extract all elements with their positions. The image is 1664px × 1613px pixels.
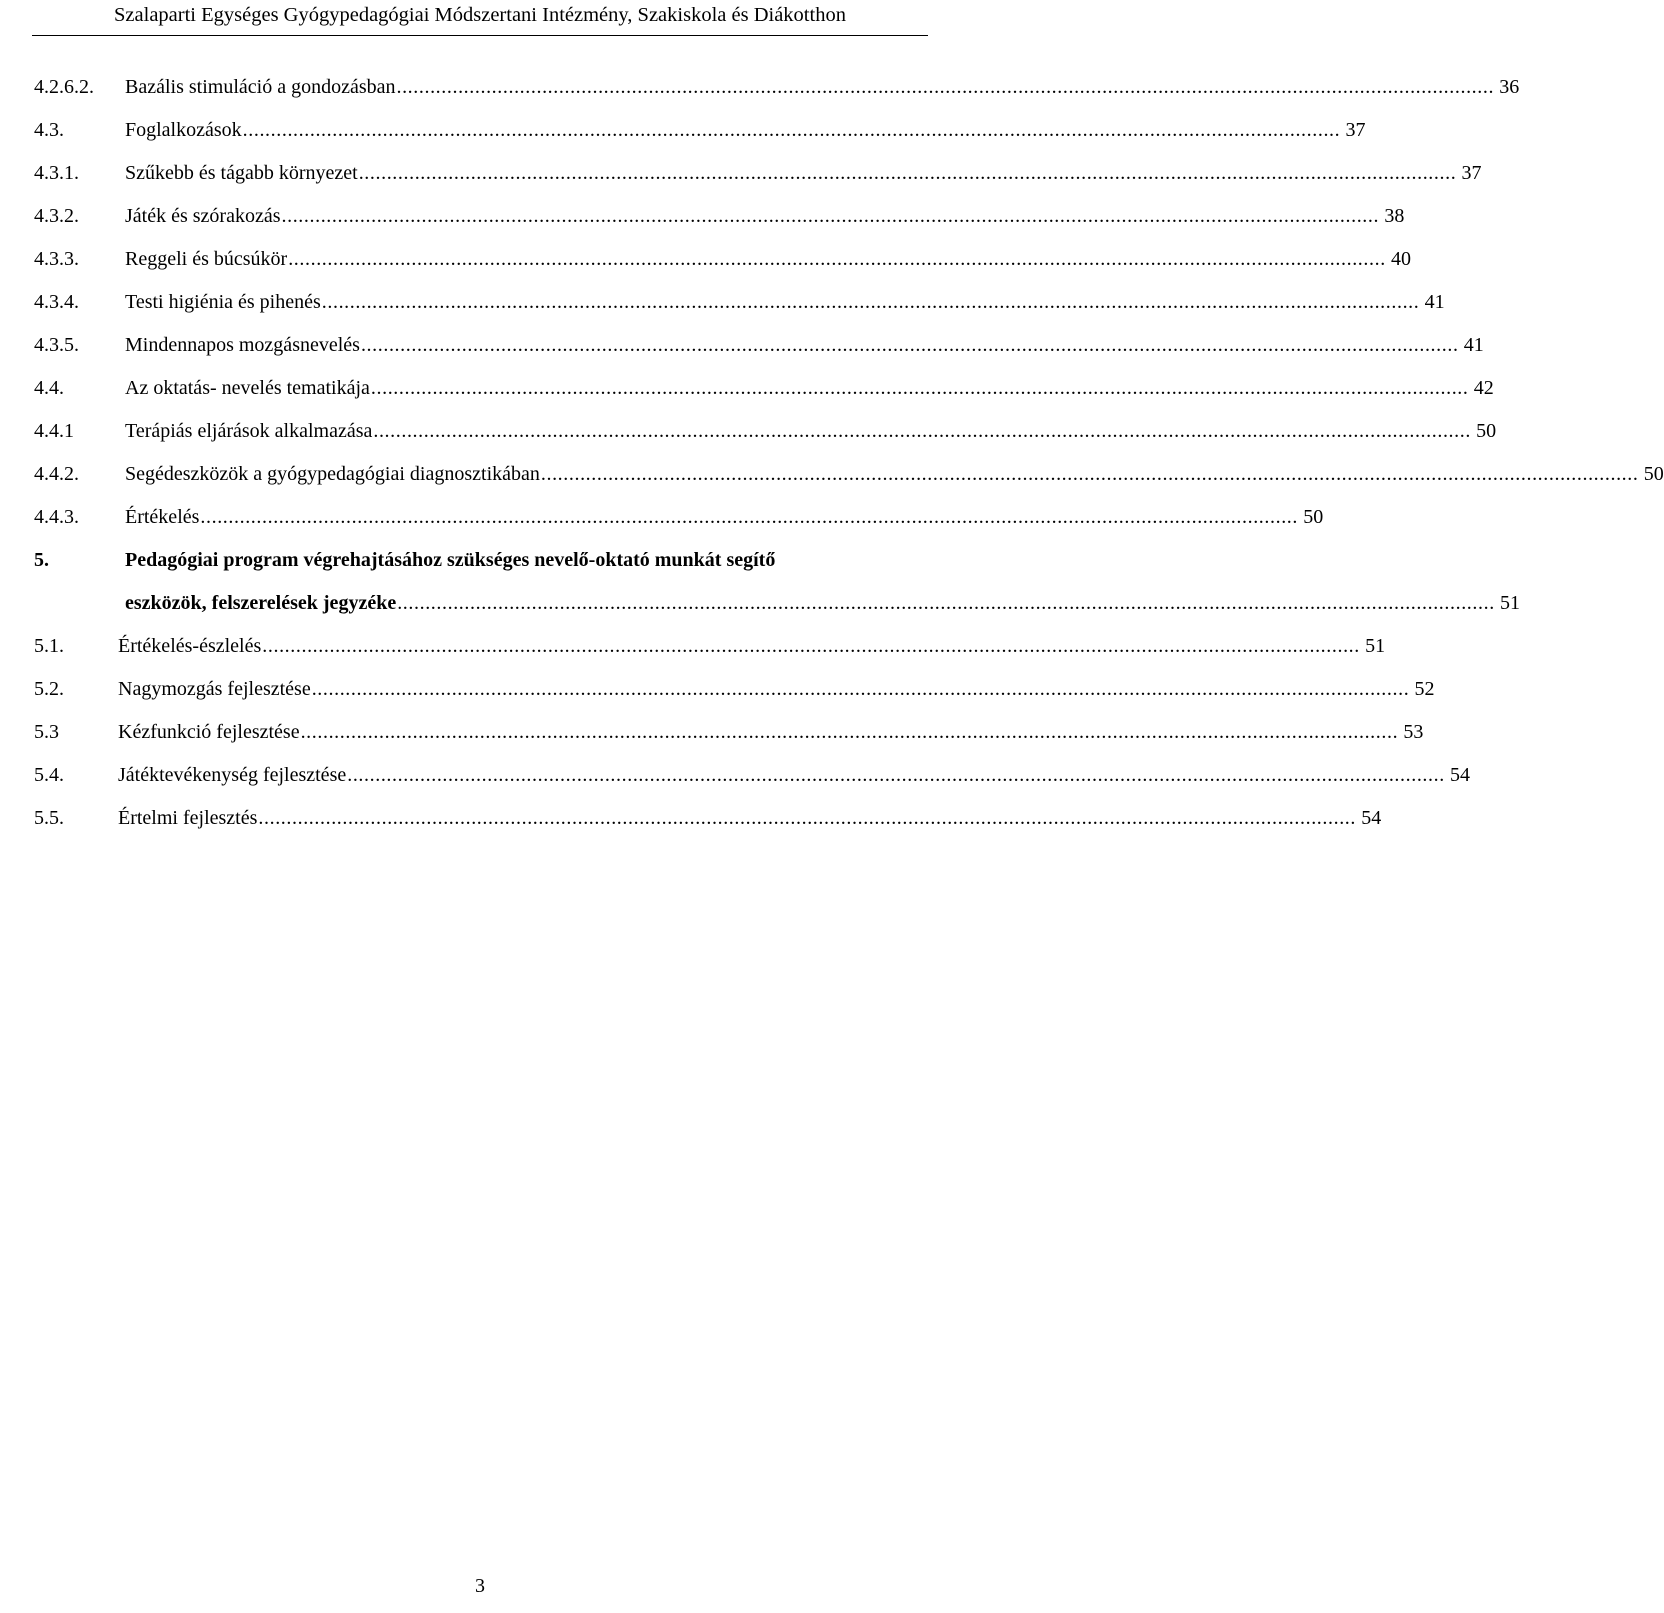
toc-entry-page: 50 <box>1303 506 1324 528</box>
toc-dot-leader <box>371 367 1466 410</box>
toc-entry[interactable] <box>34 625 1386 668</box>
toc-dot-leader <box>373 410 1468 453</box>
toc-entry[interactable] <box>34 496 1324 539</box>
toc-entry-page: 37 <box>1345 119 1366 141</box>
toc-entry-number: 4.3.2. <box>34 205 79 227</box>
toc-dot-leader <box>301 711 1396 754</box>
toc-dot-leader <box>282 195 1377 238</box>
toc-entry-title: Értelmi fejlesztés <box>118 807 258 829</box>
toc-entry[interactable] <box>34 152 1482 195</box>
toc-entry-page: 36 <box>1499 76 1520 98</box>
toc-entry-page: 51 <box>1365 635 1386 657</box>
toc-entry-page: 40 <box>1391 248 1411 270</box>
toc-entry[interactable] <box>34 66 1520 109</box>
toc-entry-page: 52 <box>1414 678 1435 700</box>
toc-entry-title: Testi higiénia és pihenés <box>125 291 321 313</box>
toc-dot-leader <box>359 152 1454 195</box>
toc-entry-title: Bazális stimuláció a gondozásban <box>125 76 396 98</box>
toc-entry-page: 38 <box>1384 205 1405 227</box>
toc-entry[interactable] <box>34 410 1497 453</box>
toc-dot-leader <box>541 453 1636 496</box>
toc-entry-number: 4.3.5. <box>34 334 79 356</box>
toc-entry[interactable] <box>34 797 1382 840</box>
toc-entry-number: 4.4.3. <box>34 506 79 528</box>
toc-entry-page: 41 <box>1424 291 1445 313</box>
toc-entry-number: 5.3 <box>34 721 59 743</box>
toc-entry[interactable] <box>34 754 1471 797</box>
toc-entry[interactable] <box>34 195 1405 238</box>
page-header: Szalaparti Egységes Gyógypedagógiai Módszertani Intézmény, Szakiskola és Diákotthon <box>114 4 846 26</box>
toc-entry[interactable] <box>34 238 1411 281</box>
toc-dot-leader <box>200 496 1295 539</box>
toc-entry-title: Értékelés-észlelés <box>118 635 262 657</box>
toc-chapter-entry-continuation[interactable] <box>34 582 1521 625</box>
toc-entry-number: 4.4.1 <box>34 420 74 442</box>
toc-entry-title: Kézfunkció fejlesztése <box>118 721 300 743</box>
toc-entry-page: 42 <box>1473 377 1494 399</box>
header-divider <box>32 35 928 36</box>
toc-entry-title: Segédeszközök a gyógypedagógiai diagnosztikában <box>125 463 540 485</box>
toc-dot-leader <box>322 281 1417 324</box>
toc-entry-number: 4.3.4. <box>34 291 79 313</box>
toc-entry-page: 50 <box>1643 463 1664 485</box>
page-number: 3 <box>475 1575 485 1597</box>
toc-entry-number: 4.3. <box>34 119 64 141</box>
toc-entry-title: Foglalkozások <box>125 119 242 141</box>
toc-entry-number: 4.3.1. <box>34 162 79 184</box>
toc-entry[interactable] <box>34 281 1445 324</box>
toc-entry-page: 41 <box>1463 334 1484 356</box>
toc-entry-number: 5.2. <box>34 678 64 700</box>
toc-entry-page: 54 <box>1361 807 1382 829</box>
toc-entry-title: Reggeli és búcsúkör <box>125 248 288 270</box>
toc-entry-title: Játék és szórakozás <box>125 205 281 227</box>
toc-entry-page: 50 <box>1476 420 1497 442</box>
toc-entry-title: Értékelés <box>125 506 200 528</box>
toc-dot-leader <box>243 109 1338 152</box>
toc-entry-title: Játéktevékenység fejlesztése <box>118 764 347 786</box>
toc-entry-page: 53 <box>1403 721 1424 743</box>
toc-entry-number: 5. <box>34 549 49 571</box>
toc-entry-number: 5.5. <box>34 807 64 829</box>
toc-entry[interactable] <box>34 668 1435 711</box>
toc-entry-number: 5.1. <box>34 635 64 657</box>
toc-entry-title: Mindennapos mozgásnevelés <box>125 334 360 356</box>
toc-entry-title: Szűkebb és tágabb környezet <box>125 162 358 184</box>
toc-entry[interactable] <box>34 711 1424 754</box>
toc-entry-title-line2: eszközök, felszerelések jegyzéke <box>125 592 397 614</box>
toc-entry-number: 4.4. <box>34 377 64 399</box>
toc-entry[interactable] <box>34 324 1484 367</box>
toc-entry-title-line1: Pedagógiai program végrehajtásához szükséges nevelő-oktató munkát segítő <box>125 549 776 571</box>
toc-dot-leader <box>288 238 1383 281</box>
toc-entry-page: 54 <box>1450 764 1471 786</box>
toc-dot-leader <box>347 754 1442 797</box>
toc-entry-title: Terápiás eljárások alkalmazása <box>125 420 373 442</box>
toc-chapter-entry[interactable] <box>34 539 918 582</box>
toc-entry[interactable] <box>34 453 1664 496</box>
toc-entry[interactable] <box>34 367 1494 410</box>
table-of-contents <box>34 66 1664 840</box>
toc-dot-leader <box>258 797 1353 840</box>
toc-entry-number: 5.4. <box>34 764 64 786</box>
toc-entry-title: Nagymozgás fejlesztése <box>118 678 311 700</box>
toc-entry-number: 4.2.6.2. <box>34 76 94 98</box>
toc-dot-leader <box>361 324 1456 367</box>
toc-entry-number: 4.4.2. <box>34 463 79 485</box>
toc-dot-leader <box>312 668 1407 711</box>
toc-entry-page: 37 <box>1461 162 1482 184</box>
toc-entry-page: 51 <box>1500 592 1521 614</box>
toc-entry-number: 4.3.3. <box>34 248 79 270</box>
toc-dot-leader <box>397 582 1492 625</box>
toc-entry[interactable] <box>34 109 1366 152</box>
toc-dot-leader <box>396 66 1491 109</box>
toc-dot-leader <box>262 625 1357 668</box>
toc-entry-title: Az oktatás- nevelés tematikája <box>125 377 370 399</box>
